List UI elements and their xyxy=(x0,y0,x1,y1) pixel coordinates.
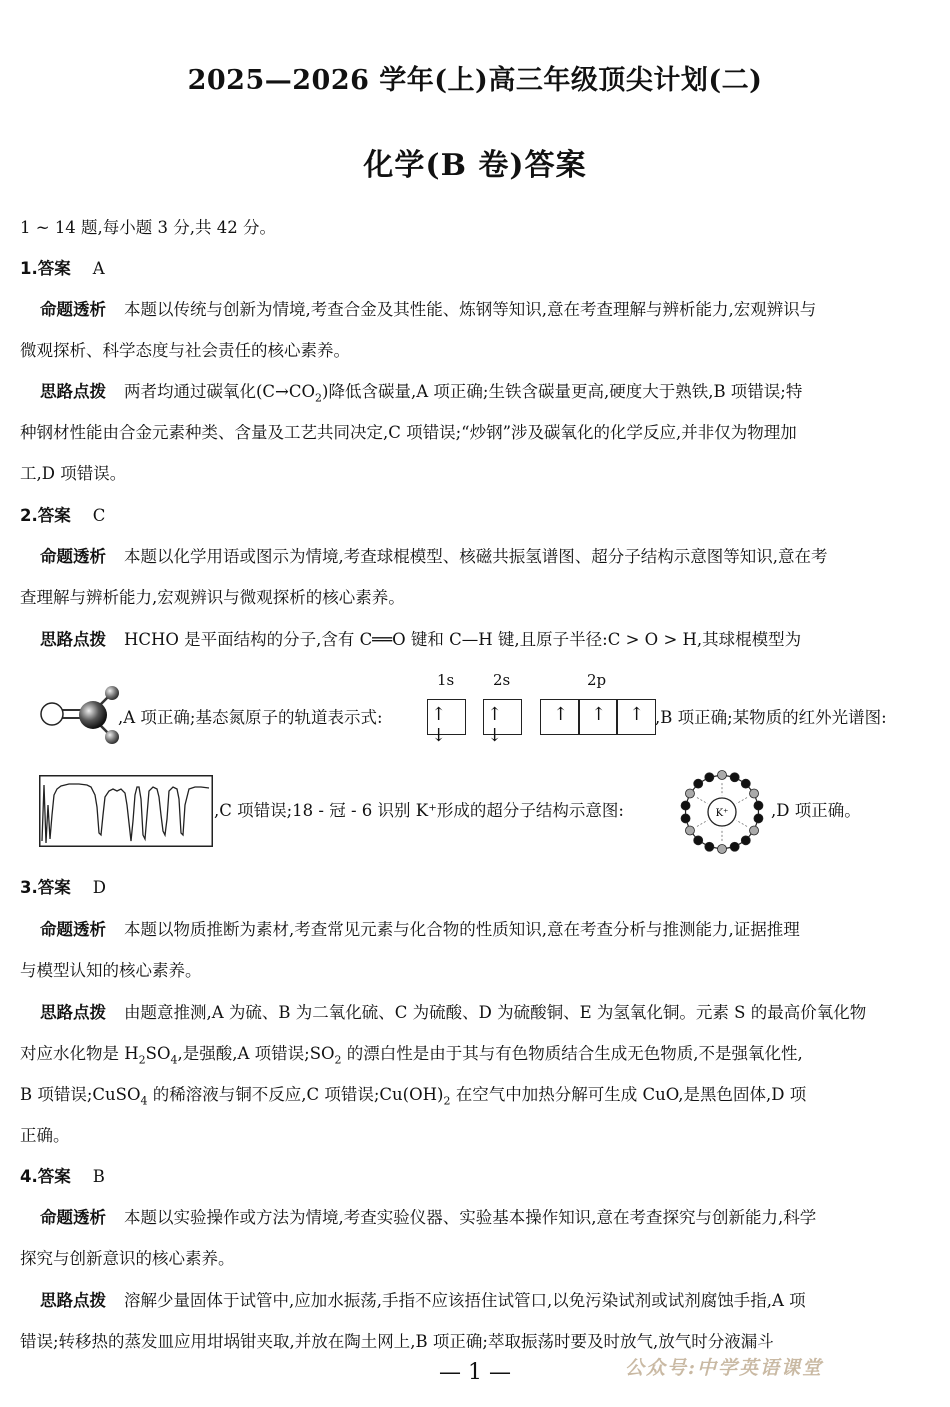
analysis-label: 命题透析 xyxy=(40,547,106,566)
q3-hint-2s2: 4 xyxy=(170,1053,178,1067)
carbon-atom xyxy=(754,801,763,810)
q1-analysis-text-1: 本题以传统与创新为情境,考查合金及其性能、炼钢等知识,意在考查理解与辨析能力,宏观辨识与 xyxy=(124,300,817,319)
hydrogen-atom xyxy=(105,730,119,744)
orbital-electron-2p: ↑ xyxy=(553,704,569,725)
carbon-atom xyxy=(694,779,703,788)
analysis-label: 命题透析 xyxy=(40,920,106,939)
q2-hint xyxy=(40,619,932,660)
exam-title: 2025—2026 学年(上)高三年级顶尖计划(二) xyxy=(187,65,763,96)
coordination-bond xyxy=(736,820,747,826)
carbon-atom xyxy=(741,779,750,788)
q3-answer-line xyxy=(20,867,912,908)
q3-hint xyxy=(40,992,932,1033)
intro-line: 1 ~ 14 题,每小题 3 分,共 42 分。 xyxy=(20,218,277,237)
orbital-electrons-1s: ↑ ↓ xyxy=(431,704,447,746)
q3-number: 3. xyxy=(20,878,38,897)
carbon-atom xyxy=(79,701,107,729)
q1-hint-text-1a: 两者均通过碳氧化(C→CO xyxy=(124,382,316,401)
hint-label: 思路点拨 xyxy=(40,630,106,649)
carbon-atom xyxy=(705,773,714,782)
q2-answer-line xyxy=(20,495,912,536)
q1-hint-text-2: 种钢材性能由合金元素种类、含量及工艺共同决定,C 项错误;“炒钢”涉及碳氧化的化学反应,并非仅为物理加 xyxy=(20,423,797,442)
q3-hint-text-4: 正确。 xyxy=(20,1126,70,1145)
orbital-label-1s: 1s xyxy=(437,671,455,689)
q1-answer-line xyxy=(20,248,912,289)
oxygen-atom xyxy=(750,789,759,798)
q4-hint xyxy=(40,1280,932,1321)
nitrogen-orbital-diagram xyxy=(427,671,657,746)
q1-hint-text-3: 工,D 项错误。 xyxy=(20,464,127,483)
ir-spectrum-image xyxy=(39,775,213,847)
q4-answer: B xyxy=(92,1167,105,1186)
q3-hint-2a: 对应水化物是 H xyxy=(20,1044,139,1063)
q4-number: 4. xyxy=(20,1167,38,1186)
oxygen-atom xyxy=(41,703,63,725)
q1-analysis xyxy=(40,289,932,330)
q4-hint-text-2: 错误;转移热的蒸发皿应用坩埚钳夹取,并放在陶土网上,B 项正确;萃取振荡时要及时放气,放气时分液漏斗 xyxy=(20,1332,774,1351)
hydrogen-atom xyxy=(105,686,119,700)
carbon-atom xyxy=(694,836,703,845)
q3-hint-2s1: 2 xyxy=(138,1053,146,1067)
q1-hint-text-1b: )降低含碳量,A 项正确;生铁含碳量更高,硬度大于熟铁,B 项错误;特 xyxy=(322,382,803,401)
q3-answer: D xyxy=(92,878,106,897)
q3-analysis-text-2: 与模型认知的核心素养。 xyxy=(20,961,202,980)
q2-hint-text-3: ,C 项错误;18 - 冠 - 6 识别 K⁺形成的超分子结构示意图: xyxy=(214,801,624,820)
q2-number: 2. xyxy=(20,506,38,525)
coordination-bond xyxy=(697,798,708,804)
orbital-box-2s xyxy=(483,699,522,746)
q2-hint-text-2a: ,A 项正确;基态氮原子的轨道表示式: xyxy=(118,708,383,727)
q3-hint-3s1: 4 xyxy=(140,1094,148,1108)
q4-analysis-text-1: 本题以实验操作或方法为情境,考查实验仪器、实验基本操作知识,意在考查探究与创新能力,科学 xyxy=(124,1208,817,1227)
q2-analysis-text-1: 本题以化学用语或图示为情境,考查球棍模型、核磁共振氢谱图、超分子结构示意图等知识,意在考 xyxy=(124,547,828,566)
answer-label: 答案 xyxy=(37,878,71,897)
oxygen-atom xyxy=(750,826,759,835)
q4-analysis-text-2: 探究与创新意识的核心素养。 xyxy=(20,1249,235,1268)
orbital-box-2p xyxy=(540,699,656,735)
oxygen-atom xyxy=(718,771,727,780)
q3-hint-2s3: 2 xyxy=(334,1053,342,1067)
oxygen-atom xyxy=(685,826,694,835)
q3-hint-3b: 的稀溶液与铜不反应,C 项错误;Cu(OH) xyxy=(147,1085,444,1104)
analysis-label: 命题透析 xyxy=(40,1208,106,1227)
orbital-electrons-2s: ↑ ↓ xyxy=(487,704,503,746)
q1-answer: A xyxy=(92,259,105,278)
q3-analysis xyxy=(40,909,932,950)
q2-hint-text-1: HCHO 是平面结构的分子,含有 C══O 键和 C—H 键,且原子半径:C > O > H,其球棍模型为 xyxy=(124,630,802,649)
hint-label: 思路点拨 xyxy=(40,382,106,401)
q2-answer: C xyxy=(92,506,106,525)
oxygen-atom xyxy=(685,789,694,798)
carbon-atom xyxy=(681,814,690,823)
q1-number: 1. xyxy=(20,259,38,278)
carbon-atom xyxy=(754,814,763,823)
q3-hint-2b: SO xyxy=(145,1044,171,1063)
hcho-ball-stick-model xyxy=(36,683,124,745)
q3-hint-2c: ,是强酸,A 项错误;SO xyxy=(177,1044,335,1063)
answer-label: 答案 xyxy=(37,1167,71,1186)
orbital-electron-2p: ↑ xyxy=(591,704,607,725)
crown-ether-k-complex xyxy=(675,765,769,859)
q3-hint-3s2: 2 xyxy=(443,1094,451,1108)
q3-hint-text-1: 由题意推测,A 为硫、B 为二氧化硫、C 为硫酸、D 为硫酸铜、E 为氢氧化铜。元素 S 的最高价氧化物 xyxy=(124,1003,867,1022)
q2-analysis-text-2: 查理解与辨析能力,宏观辨识与微观探析的核心素养。 xyxy=(20,588,405,607)
q3-hint-2d: 的漂白性是由于其与有色物质结合生成无色物质,不是强氧化性, xyxy=(341,1044,803,1063)
coordination-bond xyxy=(736,798,747,804)
orbital-box-1s xyxy=(427,699,466,746)
carbon-atom xyxy=(730,842,739,851)
page-number: — 1 — xyxy=(439,1360,511,1385)
q3-hint-3a: B 项错误;CuSO xyxy=(20,1085,141,1104)
answer-label: 答案 xyxy=(37,506,71,525)
carbon-atom xyxy=(730,773,739,782)
q3-hint-3c: 在空气中加热分解可生成 CuO,是黑色固体,D 项 xyxy=(450,1085,807,1104)
carbon-atom xyxy=(741,836,750,845)
carbon-atom xyxy=(681,801,690,810)
exam-subtitle: 化学(B 卷)答案 xyxy=(363,148,587,183)
oxygen-atom xyxy=(718,845,727,854)
hint-label: 思路点拨 xyxy=(40,1291,106,1310)
q2-analysis xyxy=(40,536,932,577)
answer-label: 答案 xyxy=(37,259,71,278)
q1-hint-sub: 2 xyxy=(315,391,323,405)
q3-analysis-text-1: 本题以物质推断为素材,考查常见元素与化合物的性质知识,意在考查分析与推测能力,证据推理 xyxy=(124,920,800,939)
watermark: 公众号:中学英语课堂 xyxy=(625,1357,824,1379)
q4-hint-text-1: 溶解少量固体于试管中,应加水振荡,手指不应该捂住试管口,以免污染试剂或试剂腐蚀手指,A 项 xyxy=(124,1291,806,1310)
q4-analysis xyxy=(40,1197,932,1238)
orbital-label-2s: 2s xyxy=(493,671,511,689)
carbon-atom xyxy=(705,842,714,851)
q2-hint-text-2b: ,B 项正确;某物质的红外光谱图: xyxy=(655,708,887,727)
q2-hint-text-3b: ,D 项正确。 xyxy=(771,801,861,820)
hint-label: 思路点拨 xyxy=(40,1003,106,1022)
q1-analysis-text-2: 微观探析、科学态度与社会责任的核心素养。 xyxy=(20,341,350,360)
coordination-bond xyxy=(697,820,708,826)
orbital-label-2p: 2p xyxy=(587,671,607,689)
q4-answer-line xyxy=(20,1156,912,1197)
potassium-ion-label: K⁺ xyxy=(715,808,729,819)
orbital-electron-2p: ↑ xyxy=(629,704,645,725)
analysis-label: 命题透析 xyxy=(40,300,106,319)
